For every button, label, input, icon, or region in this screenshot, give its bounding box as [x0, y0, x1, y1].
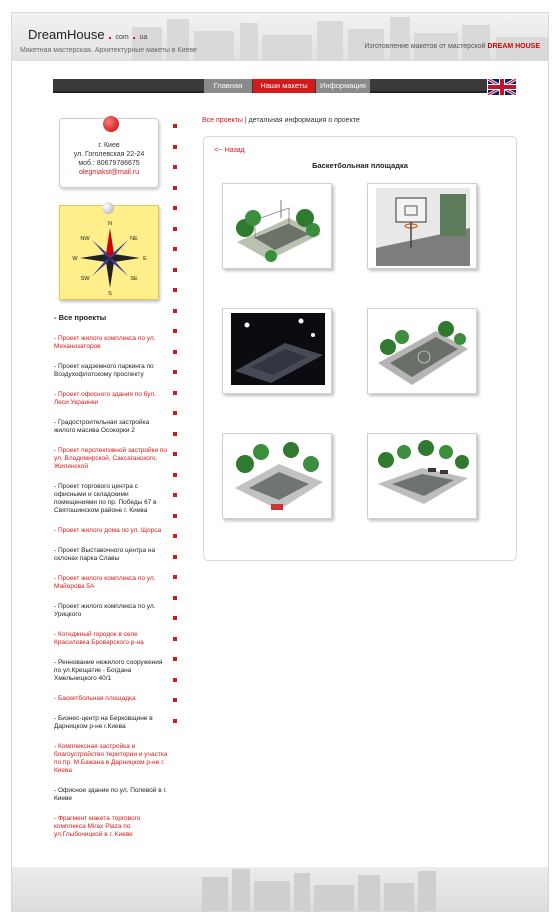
logo-dot: .	[132, 27, 136, 42]
red-square-marker	[173, 534, 177, 538]
photo-court-overview	[231, 188, 325, 266]
red-square-marker	[173, 719, 177, 723]
red-square-marker	[173, 575, 177, 579]
compass-label-n: N	[108, 221, 112, 227]
site-logo[interactable]	[28, 27, 147, 42]
project-link[interactable]: - Котеджный городок в селе Красиловка Броварского р-на	[54, 631, 144, 646]
red-square-marker	[173, 698, 177, 702]
project-link[interactable]: - Бизнес-центр на Берковщине в Дарницком р-не г.Киева	[54, 715, 153, 730]
compass-sticky-note	[59, 205, 159, 300]
projects-list	[54, 313, 169, 851]
breadcrumb-separator: |	[244, 117, 247, 124]
site-header	[12, 13, 548, 61]
red-square-marker	[173, 145, 177, 149]
site-footer	[12, 867, 548, 911]
project-link[interactable]: - Проект надземного паркинга по Воздухофлотскому проспекту	[54, 363, 154, 378]
compass-label-w: W	[72, 256, 78, 262]
red-square-marker	[173, 165, 177, 169]
red-square-marker	[173, 473, 177, 477]
contact-card	[59, 118, 159, 188]
project-link[interactable]: - Комплексная застройка и благоустройство територии и участка по пр. М.Бажана в Дарницком р-не г. Киева	[54, 743, 168, 774]
red-square-marker	[173, 288, 177, 292]
project-link[interactable]: - Проект жилого комплекса по ул. Урицкого	[54, 603, 156, 618]
red-square-marker	[173, 678, 177, 682]
project-link[interactable]: - Офисное здание по ул. Полевой в г. Киеве	[54, 787, 167, 802]
compass-rose-icon	[65, 218, 155, 296]
red-square-marker	[173, 616, 177, 620]
back-link[interactable]: <-- Назад	[214, 147, 245, 154]
project-title: Баскетбольная площадка	[312, 161, 408, 170]
project-photo-thumbnail[interactable]	[222, 308, 332, 394]
compass-label-nw: NW	[80, 236, 90, 242]
page-frame	[11, 12, 549, 912]
all-projects-link[interactable]: - Все проекты	[54, 313, 107, 322]
red-square-marker	[173, 391, 177, 395]
logo-name: DreamHouse	[28, 27, 105, 42]
uk-flag-icon[interactable]	[488, 79, 516, 95]
pushpin-icon	[103, 116, 119, 132]
footer-skyline-decoration	[12, 867, 548, 911]
project-link[interactable]: - Реннование нежилого сооружения по ул.Крещатик - Богдана Хмельницкого 40/1	[54, 659, 163, 682]
decorative-markers	[173, 124, 178, 734]
breadcrumb-all-projects-link[interactable]: Все проекты	[202, 117, 243, 124]
red-square-marker	[173, 186, 177, 190]
main-nav	[53, 79, 487, 93]
red-square-marker	[173, 596, 177, 600]
red-square-marker	[173, 452, 177, 456]
compass-label-e: E	[143, 256, 147, 262]
project-link[interactable]: - Проект жилого комплекса по ул. Механизаторов	[54, 335, 156, 350]
project-photo-thumbnail[interactable]	[367, 308, 477, 394]
pushpin-icon	[102, 202, 114, 214]
breadcrumb	[202, 117, 360, 124]
compass-label-ne: NE	[130, 236, 138, 242]
red-square-marker	[173, 432, 177, 436]
project-link[interactable]: - Проект жилого дома по ул. Щорса	[54, 527, 162, 534]
red-square-marker	[173, 637, 177, 641]
header-brand: DREAM HOUSE	[487, 43, 540, 50]
logo-dot: .	[108, 27, 112, 42]
nav-info[interactable]: Информация	[316, 79, 370, 93]
red-square-marker	[173, 514, 177, 518]
contact-address: ул. Гоголевская 22-24	[73, 151, 145, 158]
logo-ua: ua	[139, 34, 148, 41]
project-photo-thumbnail[interactable]	[222, 183, 332, 269]
photo-court-night-view	[231, 313, 325, 391]
contact-city: г. Киев	[98, 142, 120, 149]
project-link[interactable]: - Фрагмент макета торгового комплекса Mirax Plaza по ул.Глыбочицкой в г. Киеве	[54, 815, 141, 838]
project-link[interactable]: - Баскетбольная площадка	[54, 695, 136, 702]
compass-label-s: S	[108, 291, 112, 296]
photo-court-side-view-2	[376, 438, 470, 516]
compass-label-sw: SW	[80, 276, 90, 282]
header-tagline: Макетная мастерская. Архитектурные макеты в Киеве	[20, 47, 197, 54]
project-detail-panel	[203, 136, 517, 561]
project-link[interactable]: - Проект жилого комплекса по ул. Майорова 5А	[54, 575, 156, 590]
header-slogan	[364, 43, 540, 50]
logo-com: com	[115, 34, 129, 41]
compass-label-se: SE	[130, 276, 138, 282]
breadcrumb-current: детальная информация о проекте	[248, 117, 360, 124]
project-link[interactable]: - Проект перспективной застройки по ул. Владимирской, Саксаганского, Жилянской	[54, 447, 168, 470]
contact-phone: моб.: 80679786675	[78, 160, 140, 167]
red-square-marker	[173, 206, 177, 210]
photo-court-aerial	[376, 313, 470, 391]
nav-our-models[interactable]: Наши макеты	[253, 79, 315, 93]
photo-court-side-view-1	[231, 438, 325, 516]
red-square-marker	[173, 309, 177, 313]
project-photo-thumbnail[interactable]	[222, 433, 332, 519]
red-square-marker	[173, 268, 177, 272]
photo-basketball-hoop-closeup	[376, 188, 470, 266]
project-photo-thumbnail[interactable]	[367, 183, 477, 269]
red-square-marker	[173, 555, 177, 559]
project-link[interactable]: - Проект Выставочного центра на склонах парка Славы	[54, 547, 156, 562]
project-link[interactable]: - Проект торгового центра с офисными и складскими помещениями по пр. Победы 67 в Святошинском районе г. Киева	[54, 483, 157, 514]
project-link[interactable]: - Градостроительная застройка жилого масива Осокорки 2	[54, 419, 150, 434]
red-square-marker	[173, 493, 177, 497]
project-link[interactable]: - Проект офисного здания по бул. Леси Украинки	[54, 391, 156, 406]
header-slogan-text: Изготовление макетов от мастерской	[364, 43, 486, 50]
nav-home[interactable]: Главная	[204, 79, 252, 93]
red-square-marker	[173, 227, 177, 231]
red-square-marker	[173, 350, 177, 354]
contact-email-link[interactable]: olegmakst@mail.ru	[78, 169, 139, 176]
red-square-marker	[173, 247, 177, 251]
red-square-marker	[173, 329, 177, 333]
red-square-marker	[173, 124, 177, 128]
red-square-marker	[173, 657, 177, 661]
red-square-marker	[173, 411, 177, 415]
red-square-marker	[173, 370, 177, 374]
project-photo-thumbnail[interactable]	[367, 433, 477, 519]
